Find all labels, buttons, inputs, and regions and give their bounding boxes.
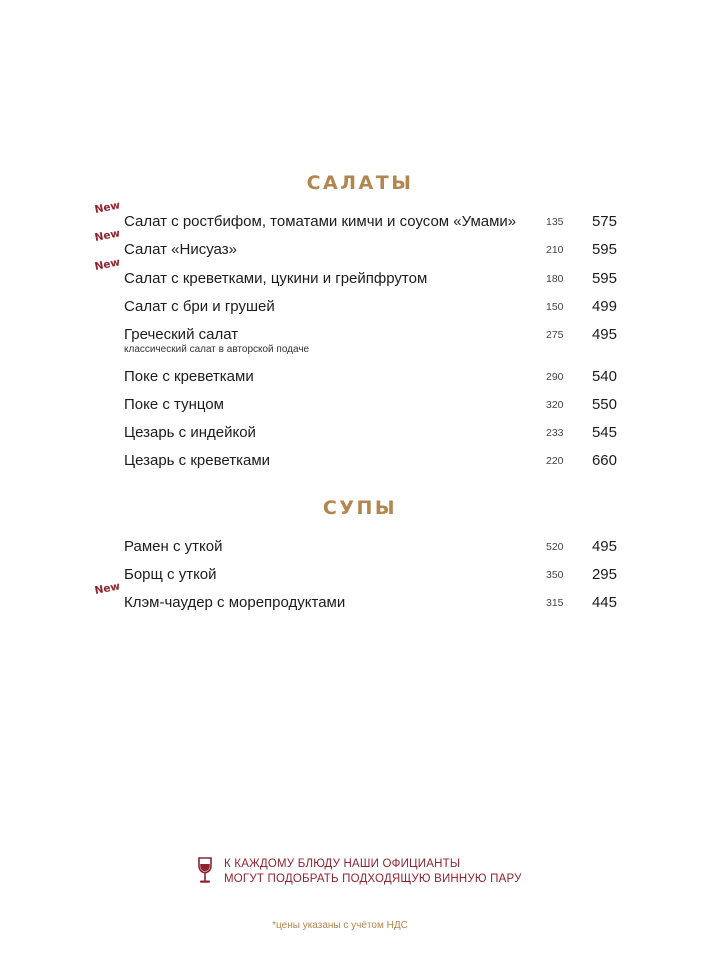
wine-note-line1: К КАЖДОМУ БЛЮДУ НАШИ ОФИЦИАНТЫ (224, 858, 461, 870)
vat-footnote: *цены указаны с учётом НДС (272, 920, 408, 931)
dish-name: Цезарь с креветками (124, 452, 271, 469)
dish-price: 545 (591, 424, 617, 441)
wine-glass-icon (198, 857, 212, 885)
dish-price: 445 (591, 594, 617, 611)
dish-description: классический салат в авторской подаче (124, 344, 310, 355)
dish-weight: 150 (546, 301, 564, 313)
dish-price: 495 (591, 326, 617, 343)
wine-note-text (224, 857, 522, 887)
dish-weight: 210 (546, 244, 564, 256)
dish-name: Рамен с уткой (124, 538, 223, 555)
section-title-soups: СУПЫ (322, 497, 398, 519)
dish-weight: 233 (546, 427, 564, 439)
dish-weight: 350 (546, 569, 564, 581)
dish-price: 499 (591, 298, 617, 315)
dish-weight: 220 (546, 455, 564, 467)
menu-item (0, 580, 720, 618)
dish-weight: 180 (546, 273, 564, 285)
dish-name: Борщ с уткой (124, 566, 217, 583)
new-badge: New (93, 199, 122, 216)
dish-price: 575 (591, 213, 617, 230)
dish-price: 540 (591, 368, 617, 385)
dish-weight: 315 (546, 597, 564, 609)
menu-item (0, 368, 720, 392)
dish-name: Поке с креветками (124, 368, 254, 385)
new-badge: New (93, 580, 122, 597)
dish-name: Греческий салат (124, 326, 239, 343)
dish-name: Салат с бри и грушей (124, 298, 275, 315)
wine-note-line2: МОГУТ ПОДОБРАТЬ ПОДХОДЯЩУЮ ВИННУЮ ПАРУ (224, 873, 522, 885)
new-badge: New (93, 227, 122, 244)
dish-weight: 135 (546, 216, 564, 228)
dish-weight: 275 (546, 329, 564, 341)
menu-item (0, 326, 720, 360)
dish-price: 295 (591, 566, 617, 583)
menu-item (0, 424, 720, 448)
dish-price: 550 (591, 396, 617, 413)
dish-price: 595 (591, 270, 617, 287)
dish-price: 595 (591, 241, 617, 258)
dish-name: Салат «Нисуаз» (124, 241, 237, 258)
dish-price: 495 (591, 538, 617, 555)
dish-price: 660 (591, 452, 617, 469)
new-badge: New (93, 256, 122, 273)
menu-item (0, 396, 720, 420)
dish-weight: 320 (546, 399, 564, 411)
dish-name: Клэм-чаудер с морепродуктами (124, 594, 346, 611)
dish-name: Поке с тунцом (124, 396, 224, 413)
dish-name: Салат с креветками, цукини и грейпфрутом (124, 270, 428, 287)
wine-pairing-note (198, 857, 558, 891)
menu-item (0, 538, 720, 562)
dish-name: Салат с ростбифом, томатами кимчи и соусом «Умами» (124, 213, 517, 230)
dish-weight: 520 (546, 541, 564, 553)
menu-item (0, 256, 720, 294)
section-title-salads: САЛАТЫ (306, 172, 414, 194)
menu-item (0, 298, 720, 322)
dish-name: Цезарь с индейкой (124, 424, 256, 441)
menu-item (0, 452, 720, 476)
dish-weight: 290 (546, 371, 564, 383)
